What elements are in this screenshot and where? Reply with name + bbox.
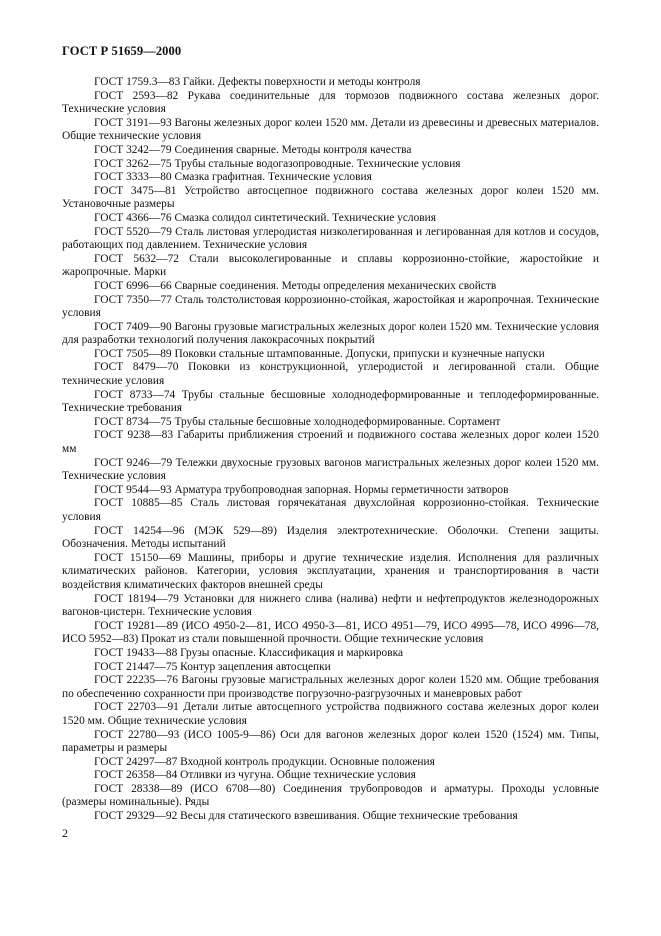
reference-entry: ГОСТ 14254—96 (МЭК 529—89) Изделия электротехнические. Оболочки. Степени защиты. Обозначения. Методы испытаний: [62, 524, 599, 551]
reference-list: [62, 76, 599, 824]
reference-entry: ГОСТ 3242—79 Соединения сварные. Методы контроля качества: [94, 143, 412, 156]
reference-entry: ГОСТ 7505—89 Поковки стальные штампованные. Допуски, припуски и кузнечные напуски: [94, 347, 545, 360]
reference-entry: ГОСТ 19433—88 Грузы опасные. Классификация и маркировка: [94, 646, 404, 659]
reference-entry: ГОСТ 2593—82 Рукава соединительные для тормозов подвижного состава железных дорог. Технические условия: [62, 89, 599, 116]
reference-entry: ГОСТ 8479—70 Поковки из конструкционной, углеродистой и легированной стали. Общие технические условия: [62, 361, 599, 388]
reference-entry: ГОСТ 5632—72 Стали высоколегированные и сплавы коррозионно-стойкие, жаростойкие и жаропрочные. Марки: [62, 252, 599, 279]
reference-entry: ГОСТ 9544—93 Арматура трубопроводная запорная. Нормы герметичности затворов: [94, 483, 509, 496]
reference-entry: ГОСТ 7350—77 Сталь толстолистовая коррозионно-стойкая, жаростойкая и жаропрочная. Технические условия: [62, 293, 599, 320]
reference-entry: ГОСТ 22235—76 Вагоны грузовые магистральных железных дорог колеи 1520 мм. Общие требования по обеспечению сохранности при производстве погрузочно-разгрузочных и маневровых работ: [62, 674, 599, 700]
reference-entry: ГОСТ 8734—75 Трубы стальные бесшовные холоднодеформированные. Сортамент: [94, 415, 501, 428]
reference-entry: ГОСТ 9246—79 Тележки двухосные грузовых вагонов магистральных железных дорог колеи 1520 мм. Технические условия: [62, 456, 599, 483]
reference-entry: ГОСТ 4366—76 Смазка солидол синтетический. Технические условия: [94, 211, 436, 224]
reference-entry: ГОСТ 7409—90 Вагоны грузовые магистральных железных дорог колеи 1520 мм. Технические условия для разработки технологий получения лакокрасочных покрытий: [62, 320, 599, 347]
reference-entry: ГОСТ 15150—69 Машины, приборы и другие технические изделия. Исполнения для различных климатических районов. Категории, условия эксплуатации, хранения и транспортирования в части воздействия климатических факторов внешней среды: [62, 551, 599, 591]
reference-entry: ГОСТ 6996—66 Сварные соединения. Методы определения механических свойств: [94, 279, 497, 292]
reference-entry: ГОСТ 3333—80 Смазка графитная. Технические условия: [94, 171, 372, 184]
document-header: ГОСТ Р 51659—2000: [62, 44, 182, 58]
reference-entry: ГОСТ 28338—89 (ИСО 6708—80) Соединения трубопроводов и арматуры. Проходы условные (размеры номинальные). Ряды: [62, 782, 599, 809]
reference-entry: ГОСТ 21447—75 Контур зацепления автосцепки: [94, 660, 331, 673]
reference-entry: ГОСТ 24297—87 Входной контроль продукции. Основные положения: [94, 755, 435, 768]
reference-entry: ГОСТ 9238—83 Габариты приближения строений и подвижного состава железных дорог колеи 1520 мм: [62, 429, 599, 456]
reference-entry: ГОСТ 18194—79 Установки для нижнего слива (налива) нефти и нефтепродуктов железнодорожных вагонов-цистерн. Технические условия: [62, 592, 599, 619]
reference-entry: ГОСТ 1759.3—83 Гайки. Дефекты поверхности и методы контроля: [94, 76, 421, 88]
page-number: 2: [62, 826, 68, 840]
reference-entry: ГОСТ 3262—75 Трубы стальные водогазопроводные. Технические условия: [94, 157, 461, 170]
reference-entry: ГОСТ 10885—85 Сталь листовая горячекатаная двухслойная коррозионно-стойкая. Технические условия: [62, 497, 599, 523]
reference-entry: ГОСТ 22780—93 (ИСО 1005-9—86) Оси для вагонов железных дорог колеи 1520 (1524) мм. Типы, параметры и размеры: [62, 728, 599, 755]
reference-entry: ГОСТ 29329—92 Весы для статического взвешивания. Общие технические требования: [94, 810, 518, 823]
reference-entry: ГОСТ 19281—89 (ИСО 4950-2—81, ИСО 4950-3—81, ИСО 4951—79, ИСО 4995—78, ИСО 4996—78, ИСО 5952—83) Прокат из стали повышенной прочности. Общие технические условия: [62, 619, 599, 646]
reference-entry: ГОСТ 22703—91 Детали литые автосцепного устройства подвижного состава железных дорог колеи 1520 мм. Общие технические условия: [62, 701, 599, 727]
reference-entry: ГОСТ 5520—79 Сталь листовая углеродистая низколегированная и легированная для котлов и сосудов, работающих под давлением. Технические условия: [62, 225, 599, 252]
reference-entry: ГОСТ 3475—81 Устройство автосцепное подвижного состава железных дорог колеи 1520 мм. Установочные размеры: [62, 184, 599, 211]
reference-entry: ГОСТ 26358—84 Отливки из чугуна. Общие технические условия: [94, 769, 416, 782]
reference-entry: ГОСТ 3191—93 Вагоны железных дорог колеи 1520 мм. Детали из древесины и древесных материалов. Общие технические условия: [62, 116, 599, 143]
reference-entry: ГОСТ 8733—74 Трубы стальные бесшовные холоднодеформированные и теплодеформированные. Технические требования: [62, 388, 599, 415]
